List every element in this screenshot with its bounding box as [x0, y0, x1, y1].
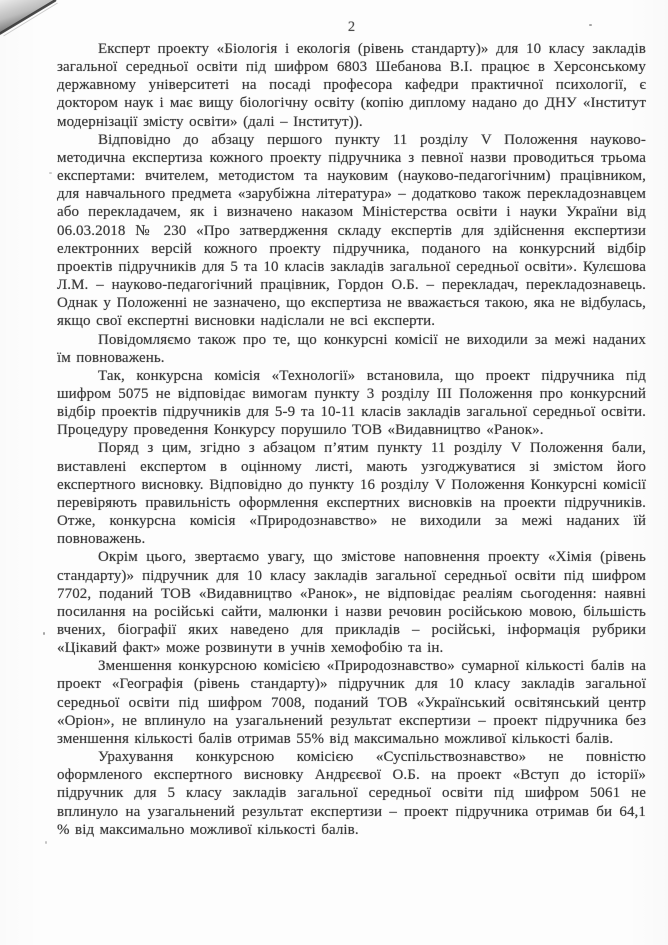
paragraph-geography-7008: Зменшення конкурсною комісією «Природознавство» сумарної кількості балів на проект «Географія (рівень стандарту)» підручник для 10 класу закладів загальної середньої освіти під шифром 7008, поданий ТОВ «Український освітянський центр «Оріон», не вплинуло на узагальнений результат експертизи – проект підручника без зменшення кількості балів отримав 55% від максимально можливої кількості балів.	[57, 658, 646, 747]
paragraph-history-5061: Урахування конкурсною комісією «Суспільствознавство» не повністю оформленого експертного висновку Андрєєвої О.Б. на проект «Вступ до історії» підручник для 5 класу закладів загальної середньої освіти під шифром 5061 не вплинуло на узагальнений результат експертизи – проект підручника отримав би 64,1 % від максимально можливої кількості балів.	[57, 749, 646, 838]
paragraph-chemistry-7702: Окрім цього, звертаємо увагу, що змістове наповнення проекту «Хімія (рівень стандарту)» підручник для 10 класу закладів загальної середньої освіти під шифром 7702, поданий ТОВ «Видавництво «Ранок», не відповідає реаліям сьогодення: наявні посилання на російські сайти, малюнки і назви речовин російською мовою, більшість вчених, біографії яких наведено для прикладів – російські, інформація рубрики «Цікавий факт» може розвинути в учнів хемофобію та ін.	[57, 549, 646, 657]
paragraph-technologies-5075: Так, конкурсна комісія «Технології» встановила, що проект підручника під шифром 5075 не відповідає вимогам пункту 3 розділу III Положення про конкурсний відбір проектів підручників для 5-9 та 10-11 класів закладів загальної середньої освіти. Процедуру проведення Конкурсу порушило ТОВ «Видавництво «Ранок».	[57, 367, 646, 439]
scan-speck-artifact	[589, 24, 592, 26]
paragraph-scoring-rules: Поряд з цим, згідно з абзацом п’ятим пункту 11 розділу V Положення бали, виставлені експертом в оцінному листі, мають узгоджуватися зі змістом його експертного висновку. Відповідно до пункту 16 розділу V Положення Конкурсні комісії перевіряють правильність оформлення експертних висновків на проекти підручників. Отже, конкурсна комісія «Природознавство» не виходили за межі наданих їй повноважень.	[57, 440, 646, 548]
paragraph-commissions-powers: Повідомляємо також про те, що конкурсні комісії не виходили за межі наданих їм повноважень.	[57, 331, 646, 366]
document-body	[57, 40, 646, 839]
scan-speck-artifact	[49, 172, 52, 174]
paragraph-expert-biology: Експерт проекту «Біологія і екологія (рівень стандарту)» для 10 класу закладів загальної середньої освіти під шифром 6803 Шебанова В.І. працює в Херсонському державному університеті на посаді професора кафедри практичної психології, є доктором наук і має вищу біологічну освіту (копію диплому надано до ДНУ «Інститут модернізації змісту освіти» (далі – Інститут)).	[57, 41, 646, 130]
paragraph-expertise-procedure: Відповідно до абзацу першого пункту 11 розділу V Положення науково-методична експертиза кожного проекту підручника з певної назви проводиться трьома експертами: вчителем, методистом та науковим (науково-педагогічним) працівником, для навчального предмета «зарубіжна література» – додатково також перекладознавцем або перекладачем, як і визначено наказом Міністерства освіти і науки України від 06.03.2018 № 230 «Про затвердження складу експертів для здійснення експертизи електронних версій кожного проекту підручника, поданого на конкурсний відбір проектів підручників для 5 та 10 класів закладів загальної середньої освіти». Кулєшова Л.М. – науково-педагогічний працівник, Гордон О.Б. – перекладач, перекладознавець. Однак у Положенні не зазначено, що експертиза не вважається такою, яка не відбулась, якщо свої експертні висновки надіслали не всі експерти.	[57, 131, 646, 330]
scan-speck-artifact	[45, 841, 47, 844]
page-number: 2	[347, 19, 356, 35]
scan-speck-artifact	[43, 632, 45, 635]
